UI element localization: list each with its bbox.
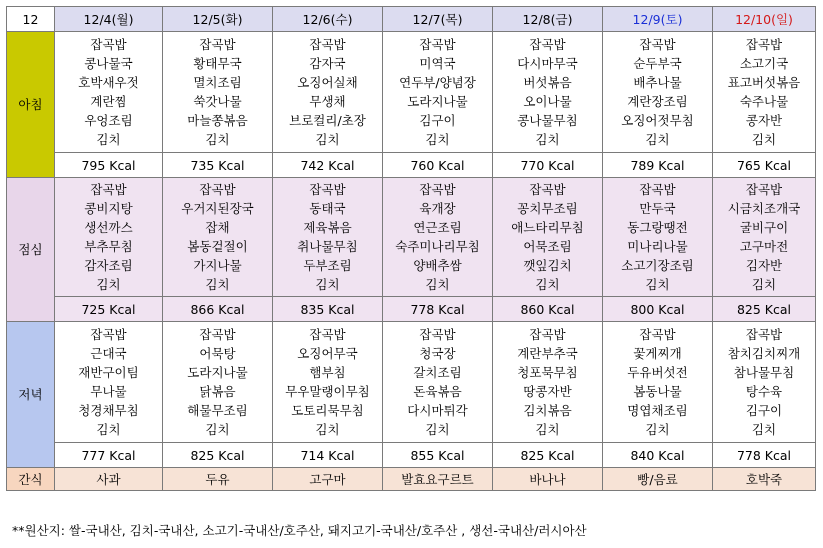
dish-item: 돈육볶음 (413, 384, 462, 399)
dish-item: 오징어무국 (297, 346, 358, 361)
day-header: 12/8(금) (493, 7, 603, 32)
dish-item: 계란장조림 (627, 94, 688, 109)
breakfast-label: 아침 (7, 32, 55, 178)
menu-cell (163, 178, 273, 297)
menu-cell (493, 178, 603, 297)
menu-cell (603, 322, 713, 443)
snack-cell: 호박죽 (713, 468, 816, 491)
dish-item: 계란부추국 (517, 346, 578, 361)
dish-item: 김치 (96, 422, 121, 437)
dish-item: 도토리묵무침 (291, 403, 364, 418)
dish-item: 도라지나물 (407, 94, 468, 109)
dish-item: 숙주나물 (739, 94, 789, 109)
dish-item: 어묵조림 (523, 239, 572, 254)
dish-item: 마늘쫑볶음 (187, 113, 248, 128)
dish-item: 잡곡밥 (745, 182, 783, 197)
menu-cell (273, 32, 383, 153)
menu-cell (713, 178, 816, 297)
dish-item: 콩나물국 (84, 56, 133, 71)
dish-item: 해물무조림 (187, 403, 248, 418)
dish-item: 재반구이팀 (78, 365, 139, 380)
dish-item: 순두부국 (633, 56, 682, 71)
dish-item: 취나물무침 (297, 239, 358, 254)
dish-item: 봄동나물 (633, 384, 682, 399)
kcal-cell: 789 Kcal (603, 153, 713, 178)
dish-item: 닭볶음 (199, 384, 236, 399)
day-header: 12/4(월) (55, 7, 163, 32)
dish-item: 김치 (535, 132, 560, 147)
dish-item: 김치 (751, 132, 777, 147)
kcal-cell: 835 Kcal (273, 297, 383, 322)
kcal-cell: 795 Kcal (55, 153, 163, 178)
dish-item: 소고기장조림 (621, 258, 694, 273)
dish-item: 김치 (535, 277, 560, 292)
dish-item: 김치 (205, 132, 230, 147)
dish-item: 김치 (315, 277, 340, 292)
dish-item: 동그랑땡전 (627, 220, 688, 235)
dish-item: 김치 (205, 422, 230, 437)
menu-cell (603, 32, 713, 153)
dish-item: 오이나물 (523, 94, 572, 109)
breakfast-menu-row (7, 32, 816, 153)
dish-item: 버섯볶음 (523, 75, 572, 90)
dish-item: 햄부침 (309, 365, 346, 380)
kcal-cell: 725 Kcal (55, 297, 163, 322)
snack-cell: 빵/음료 (603, 468, 713, 491)
dish-item: 부추무침 (84, 239, 133, 254)
dish-item: 양배추쌈 (413, 258, 462, 273)
kcal-cell: 778 Kcal (713, 443, 816, 468)
header-row (7, 7, 816, 32)
dish-item: 우거지된장국 (181, 201, 254, 216)
snack-cell: 바나나 (493, 468, 603, 491)
menu-cell (383, 178, 493, 297)
dish-item: 김치 (645, 132, 670, 147)
dish-item: 잡곡밥 (419, 327, 456, 342)
dish-item: 브로컬리/초장 (289, 113, 366, 128)
dish-item: 제육볶음 (303, 220, 352, 235)
kcal-cell: 840 Kcal (603, 443, 713, 468)
kcal-cell: 866 Kcal (163, 297, 273, 322)
dish-item: 김치 (96, 132, 121, 147)
dish-item: 콩비지탕 (84, 201, 133, 216)
kcal-cell: 825 Kcal (713, 297, 816, 322)
dish-item: 숙주미나리무침 (395, 239, 480, 254)
dish-item: 두유버섯전 (627, 365, 688, 380)
menu-cell (55, 32, 163, 153)
dish-item: 미역국 (419, 56, 456, 71)
dish-item: 무우말랭이무침 (285, 384, 370, 399)
menu-cell (383, 32, 493, 153)
dish-item: 잡곡밥 (199, 182, 236, 197)
dish-item: 김치 (205, 277, 230, 292)
dish-item: 깻잎김치 (523, 258, 572, 273)
dish-item: 근대국 (90, 346, 127, 361)
dish-item: 연근조림 (413, 220, 462, 235)
menu-cell (163, 322, 273, 443)
dish-item: 육개장 (419, 201, 456, 216)
dish-item: 동태국 (309, 201, 346, 216)
dish-item: 잡곡밥 (745, 327, 783, 342)
kcal-cell: 778 Kcal (383, 297, 493, 322)
dish-item: 다시마튀각 (407, 403, 468, 418)
dish-item: 김치 (751, 277, 777, 292)
dish-item: 땅콩자반 (523, 384, 572, 399)
dish-item: 시금치조개국 (727, 201, 801, 216)
kcal-cell: 777 Kcal (55, 443, 163, 468)
day-header: 12/7(목) (383, 7, 493, 32)
dish-item: 명엽채조림 (627, 403, 688, 418)
dish-item: 다시마무국 (517, 56, 578, 71)
dish-item: 감자국 (309, 56, 346, 71)
kcal-cell: 825 Kcal (493, 443, 603, 468)
snack-cell: 발효요구르트 (383, 468, 493, 491)
dish-item: 잡곡밥 (199, 327, 236, 342)
dish-item: 청포묵무침 (517, 365, 578, 380)
dish-item: 멸치조림 (193, 75, 242, 90)
dish-item: 청국장 (419, 346, 456, 361)
dish-item: 어묵탕 (199, 346, 236, 361)
snack-cell: 사과 (55, 468, 163, 491)
dish-item: 김자반 (745, 258, 783, 273)
dish-item: 감자조림 (84, 258, 133, 273)
lunch-label: 점심 (7, 178, 55, 322)
dish-item: 무나물 (90, 384, 127, 399)
kcal-cell: 765 Kcal (713, 153, 816, 178)
dish-item: 연두부/양념장 (399, 75, 476, 90)
dish-item: 잡곡밥 (529, 327, 566, 342)
kcal-cell: 825 Kcal (163, 443, 273, 468)
menu-cell (273, 178, 383, 297)
dish-item: 두부조림 (303, 258, 352, 273)
day-header-sunday: 12/10(일) (713, 7, 816, 32)
dish-item: 청경채무침 (78, 403, 139, 418)
dish-item: 김치 (425, 277, 450, 292)
dish-item: 참치김치찌개 (727, 346, 801, 361)
dish-item: 김치 (315, 422, 340, 437)
dish-item: 잡곡밥 (639, 37, 676, 52)
dish-item: 황태무국 (193, 56, 242, 71)
dish-item: 갈치조림 (413, 365, 462, 380)
kcal-cell: 742 Kcal (273, 153, 383, 178)
dish-item: 김치 (645, 277, 670, 292)
dish-item: 콩자반 (745, 113, 783, 128)
dish-item: 김치볶음 (523, 403, 572, 418)
dish-item: 표고버섯볶음 (727, 75, 801, 90)
dish-item: 김치 (645, 422, 670, 437)
snack-row (7, 468, 816, 491)
kcal-cell: 760 Kcal (383, 153, 493, 178)
menu-cell (493, 322, 603, 443)
dish-item: 김치 (315, 132, 340, 147)
dish-item: 잡곡밥 (419, 37, 456, 52)
dish-item: 김치 (425, 132, 450, 147)
dish-item: 무생채 (309, 94, 346, 109)
dish-item: 잡곡밥 (309, 182, 346, 197)
breakfast-kcal-row (7, 153, 816, 178)
dish-item: 김치 (751, 422, 777, 437)
menu-cell (55, 178, 163, 297)
month-cell: 12 (7, 7, 55, 32)
menu-cell (603, 178, 713, 297)
snack-cell: 두유 (163, 468, 273, 491)
dish-item: 잡곡밥 (90, 37, 127, 52)
dinner-menu-row (7, 322, 816, 443)
dish-item: 애느타리무침 (511, 220, 584, 235)
dish-item: 굴비구이 (739, 220, 789, 235)
day-header: 12/6(수) (273, 7, 383, 32)
dish-item: 잡곡밥 (309, 327, 346, 342)
dish-item: 잡곡밥 (529, 37, 566, 52)
dish-item: 오징어실채 (297, 75, 358, 90)
dish-item: 미나리나물 (627, 239, 688, 254)
dish-item: 탕수육 (745, 384, 783, 399)
dinner-label: 저녁 (7, 322, 55, 468)
day-header-saturday: 12/9(토) (603, 7, 713, 32)
menu-cell (163, 32, 273, 153)
menu-cell (713, 322, 816, 443)
dish-item: 김구이 (745, 403, 783, 418)
dish-item: 김치 (425, 422, 450, 437)
kcal-cell: 800 Kcal (603, 297, 713, 322)
dish-item: 잡채 (205, 220, 230, 235)
dish-item: 잡곡밥 (745, 37, 783, 52)
dish-item: 봄동겉절이 (187, 239, 248, 254)
dish-item: 참나물무침 (733, 365, 795, 380)
menu-cell (273, 322, 383, 443)
kcal-cell: 770 Kcal (493, 153, 603, 178)
dish-item: 계란찜 (90, 94, 127, 109)
dish-item: 잡곡밥 (199, 37, 236, 52)
dish-item: 꽁치무조림 (517, 201, 578, 216)
dish-item: 잡곡밥 (90, 327, 127, 342)
dish-item: 우엉조림 (84, 113, 133, 128)
dish-item: 호박새우젓 (78, 75, 139, 90)
dish-item: 가지나물 (193, 258, 242, 273)
dish-item: 오징어젓무침 (621, 113, 694, 128)
kcal-cell: 735 Kcal (163, 153, 273, 178)
dish-item: 만두국 (639, 201, 676, 216)
dish-item: 배추나물 (633, 75, 682, 90)
dish-item: 잡곡밥 (419, 182, 456, 197)
dish-item: 김구이 (419, 113, 456, 128)
dish-item: 잡곡밥 (529, 182, 566, 197)
dinner-kcal-row (7, 443, 816, 468)
snack-label: 간식 (7, 468, 55, 491)
dish-item: 김치 (96, 277, 121, 292)
kcal-cell: 714 Kcal (273, 443, 383, 468)
weekly-menu-table (6, 6, 816, 491)
menu-cell (713, 32, 816, 153)
kcal-cell: 860 Kcal (493, 297, 603, 322)
menu-cell (383, 322, 493, 443)
menu-cell (493, 32, 603, 153)
dish-item: 꽃게찌개 (633, 346, 682, 361)
dish-item: 김치 (535, 422, 560, 437)
lunch-menu-row (7, 178, 816, 297)
kcal-cell: 855 Kcal (383, 443, 493, 468)
dish-item: 소고기국 (739, 56, 789, 71)
dish-item: 쑥갓나물 (193, 94, 242, 109)
dish-item: 고구마전 (739, 239, 789, 254)
menu-cell (55, 322, 163, 443)
dish-item: 콩나물무침 (517, 113, 578, 128)
dish-item: 잡곡밥 (639, 182, 676, 197)
dish-item: 잡곡밥 (639, 327, 676, 342)
lunch-kcal-row (7, 297, 816, 322)
dish-item: 생선까스 (84, 220, 133, 235)
dish-item: 잡곡밥 (90, 182, 127, 197)
day-header: 12/5(화) (163, 7, 273, 32)
dish-item: 잡곡밥 (309, 37, 346, 52)
origin-footnote: **원산지: 쌀-국내산, 김치-국내산, 소고기-국내산/호주산, 돼지고기-국내산/호주산 , 생선-국내산/러시아산 (12, 523, 587, 538)
snack-cell: 고구마 (273, 468, 383, 491)
dish-item: 도라지나물 (187, 365, 248, 380)
